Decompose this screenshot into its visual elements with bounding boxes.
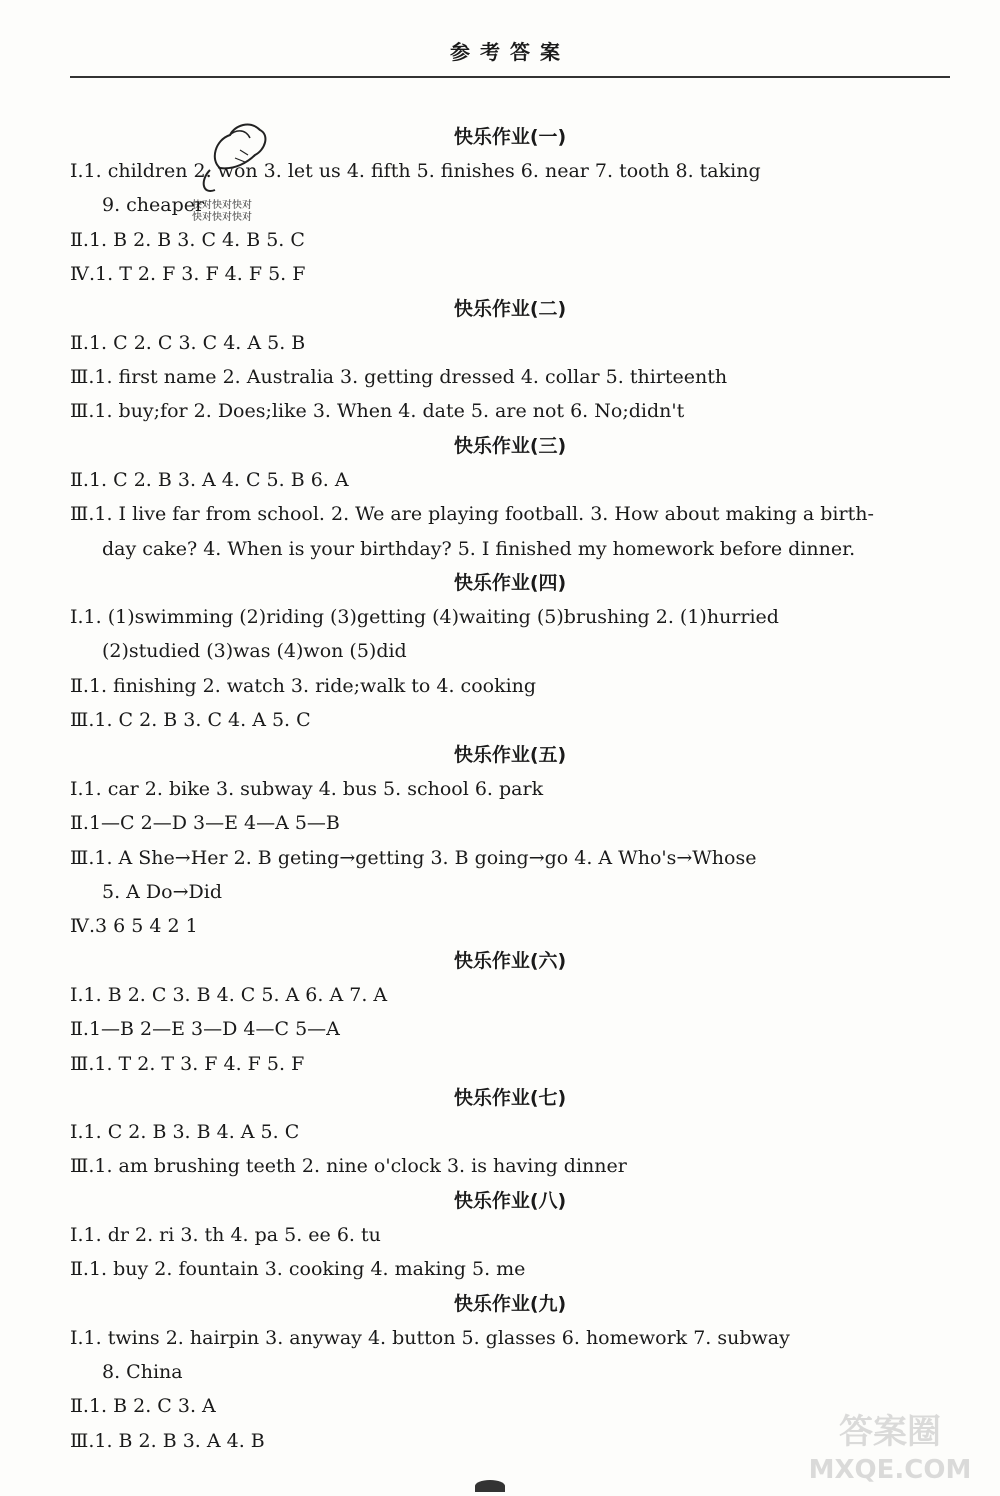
section-title: 快乐作业(八): [453, 1189, 567, 1212]
section-title: 快乐作业(九): [453, 1292, 567, 1315]
answer-row: Ⅱ.1. B 2. C 3. A: [70, 1395, 216, 1418]
answer-row: Ⅰ.1. (1)swimming (2)riding (3)getting (4)waiting (5)brushing 2. (1)hurried: [70, 606, 779, 629]
answer-row: Ⅲ.1. first name 2. Australia 3. getting dressed 4. collar 5. thirteenth: [70, 366, 728, 389]
answer-row: Ⅲ.1. buy;for 2. Does;like 3. When 4. date 5. are not 6. No;didn't: [70, 400, 685, 423]
answer-row: Ⅲ.1. T 2. T 3. F 4. F 5. F: [70, 1052, 305, 1075]
answer-row: Ⅲ.1. B 2. B 3. A 4. B: [70, 1429, 265, 1452]
page-number-mark: [475, 1480, 505, 1492]
answer-row: 9. cheaper: [102, 194, 205, 217]
answer-row: Ⅰ.1. C 2. B 3. B 4. A 5. C: [70, 1120, 300, 1143]
answer-row: Ⅰ.1. twins 2. hairpin 3. anyway 4. button 5. glasses 6. homework 7. subway: [70, 1326, 790, 1349]
answer-row: Ⅰ.1. B 2. C 3. B 4. C 5. A 6. A 7. A: [70, 983, 388, 1006]
answer-row: Ⅲ.1. am brushing teeth 2. nine o'clock 3. is having dinner: [70, 1155, 627, 1178]
answer-row: Ⅱ.1—C 2—D 3—E 4—A 5—B: [70, 812, 340, 835]
answer-row: Ⅱ.1—B 2—E 3—D 4—C 5—A: [70, 1018, 340, 1041]
answer-row: (2)studied (3)was (4)won (5)did: [102, 640, 407, 663]
page-header: [70, 30, 950, 78]
section-title: 快乐作业(三): [453, 434, 567, 457]
answer-row: Ⅲ.1. C 2. B 3. C 4. A 5. C: [70, 709, 311, 732]
page-title: 参考答案: [450, 40, 570, 64]
section-title: 快乐作业(二): [453, 297, 567, 320]
section-title: 快乐作业(七): [453, 1086, 567, 1109]
answer-row: Ⅲ.1. I live far from school. 2. We are playing football. 3. How about making a birth-: [70, 503, 874, 526]
answer-content: [70, 120, 950, 1458]
answer-row: Ⅰ.1. children 2. won 3. let us 4. fifth 5. finishes 6. near 7. tooth 8. taking: [70, 160, 761, 182]
doodle-stamp-line: 快对快对快对: [192, 212, 252, 223]
section-title: 快乐作业(一): [453, 126, 567, 148]
answer-row: day cake? 4. When is your birthday? 5. I finished my homework before dinner.: [102, 537, 856, 560]
answer-row: Ⅱ.1. C 2. B 3. A 4. C 5. B 6. A: [70, 468, 349, 491]
answer-row: 5. A Do→Did: [102, 880, 222, 903]
section-title: 快乐作业(五): [453, 743, 567, 766]
answer-row: Ⅱ.1. buy 2. fountain 3. cooking 4. making 5. me: [70, 1258, 526, 1281]
answer-row: Ⅰ.1. dr 2. ri 3. th 4. pa 5. ee 6. tu: [70, 1223, 381, 1246]
answer-row: Ⅰ.1. car 2. bike 3. subway 4. bus 5. school 6. park: [70, 777, 544, 800]
answer-row: Ⅱ.1. C 2. C 3. C 4. A 5. B: [70, 331, 306, 354]
watermark-url: MXQE.COM: [808, 1455, 972, 1485]
section-title: 快乐作业(六): [453, 949, 567, 972]
doodle-stamp-line: 快对快对快对: [192, 200, 252, 211]
answer-row: Ⅳ.3 6 5 4 2 1: [70, 915, 198, 938]
answer-row: Ⅱ.1. finishing 2. watch 3. ride;walk to 4. cooking: [70, 674, 537, 697]
answer-row: 8. China: [102, 1360, 183, 1383]
section-title: 快乐作业(四): [453, 572, 567, 595]
watermark-logo: [805, 1398, 975, 1488]
watermark-title: 答案圈: [839, 1412, 941, 1452]
answer-row: Ⅱ.1. B 2. B 3. C 4. B 5. C: [70, 228, 305, 251]
answer-row: Ⅳ.1. T 2. F 3. F 4. F 5. F: [70, 263, 306, 286]
answer-row: Ⅲ.1. A She→Her 2. B geting→getting 3. B going→go 4. A Who's→Whose: [70, 846, 757, 869]
